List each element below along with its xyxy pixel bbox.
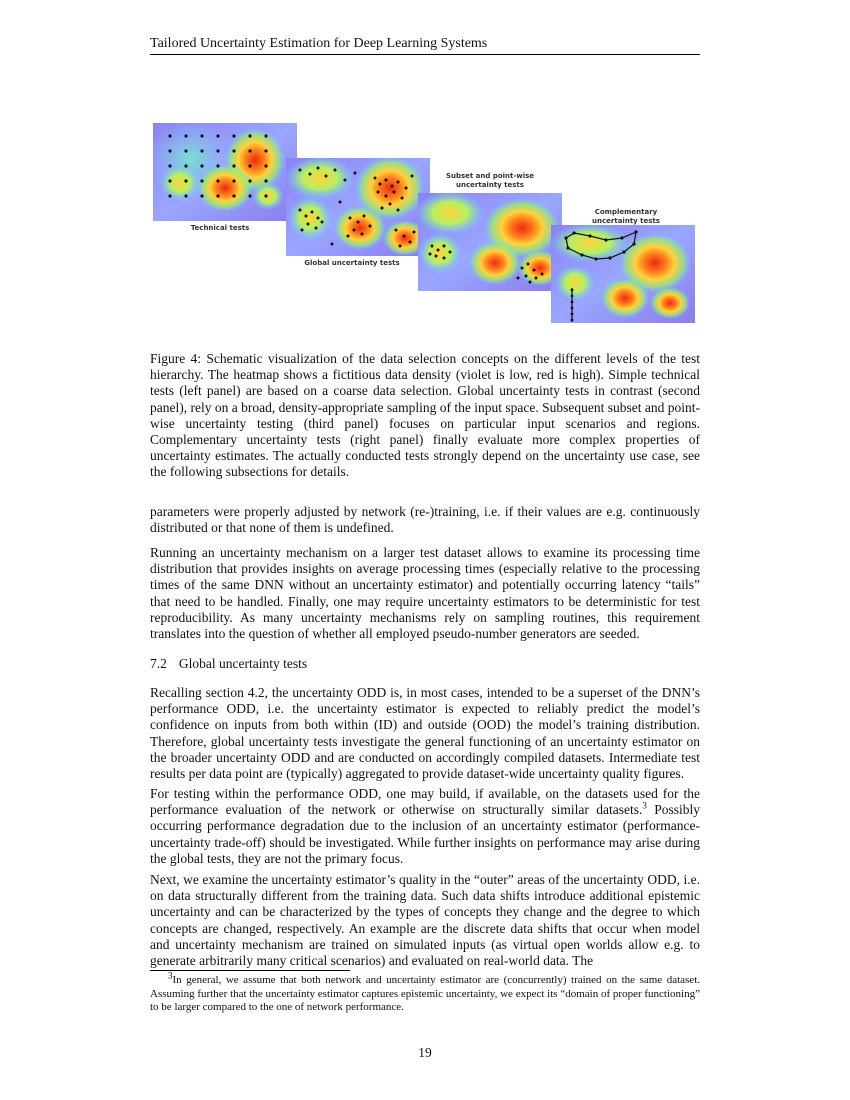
label-subset-line2: uncertainty tests xyxy=(456,181,524,189)
panel-subset xyxy=(415,191,562,291)
footnote-text: In general, we assume that both network and uncertainty estimator are (concurrently) trained on the same dataset. Assuming further that the uncertainty estimator captures epistemic uncertainty, we expect its “domain of proper functioning” to be larger compared to the one of network performance. xyxy=(150,974,700,1014)
figure-4 xyxy=(150,118,710,330)
section-title: Global uncertainty tests xyxy=(178,656,308,671)
running-title: Tailored Uncertainty Estimation for Deep Learning Systems xyxy=(150,36,488,51)
footnote-marker[interactable]: 3 xyxy=(642,800,647,811)
footnote-mark: 3 xyxy=(168,970,173,981)
paragraph-4-start: For testing within the performance ODD, one may build, if available, on the datasets used for the performance evaluation of the network or otherwise on structurally similar datasets. xyxy=(150,786,700,818)
paragraph-4 xyxy=(150,786,700,867)
figure-caption: Figure 4: Schematic visualization of the data selection concepts on the different levels of the test hierarchy. The heatmap shows a fictitious data density (violet is low, red is high). Simple technical tests (left panel) are based on a coarse data selection. Global uncertainty tests in contrast (second panel), rely on a broad, density-appropriate sampling of the input space. Subsequent subset and point-wise uncertainty testing (third panel) focuses on particular input scenarios and regions. Complementary uncertainty tests (right panel) finally evaluate more complex properties of uncertainty estimates. The actually conducted tests strongly depend on the uncertainty use case, see the following subsections for details. xyxy=(150,351,700,480)
panel-technical xyxy=(150,118,297,221)
paragraph-4-end: Possibly occurring performance degradation due to the inclusion of an uncertainty estimator (performance-uncertainty trade-off) should be investigated. While further insights on performance may arise during the global tests, they are not the primary focus. xyxy=(150,802,700,866)
label-global-uncertainty-tests: Global uncertainty tests xyxy=(304,259,400,267)
section-heading xyxy=(150,656,307,672)
label-subset-line1: Subset and point-wise xyxy=(445,172,535,180)
paragraph-5: Next, we examine the uncertainty estimator’s quality in the “outer” areas of the uncertainty ODD, i.e. on data structurally different from the training data. Such data shifts introduce additional epistemic uncertainty and can be characterized by the types of concepts they change and the degree to which concepts are changed, respectively. An example are the discrete data shifts that occur when model and uncertainty mechanism are trained on simulated inputs (as virtual open worlds allow e.g. to generate arbitrarily many critical scenarios) and evaluated on real-world data. The xyxy=(150,872,700,969)
label-technical-tests: Technical tests xyxy=(190,224,250,232)
footnote-rule xyxy=(150,970,350,971)
header-rule xyxy=(150,54,700,55)
paragraph-1: parameters were properly adjusted by network (re-)training, i.e. if their values are e.g. continuously distributed or that none of them is undefined. xyxy=(150,504,700,536)
panel-global xyxy=(285,156,430,256)
label-complementary-line1: Complementary xyxy=(594,208,658,216)
paragraph-3: Recalling section 4.2, the uncertainty ODD is, in most cases, intended to be a superset of the DNN’s performance ODD, i.e. the uncertainty estimator is expected to reliably predict the model’s confidence on inputs from both within (ID) and outside (OOD) the model’s training distribution. Therefore, global uncertainty tests investigate the general functioning of an uncertainty estimator on the broader uncertainty ODD and are conducted on accordingly compiled datasets. Intermediate test results per data point are (typically) aggregated to provide dataset-wide uncertainty quality figures. xyxy=(150,685,700,782)
section-number: 7.2 xyxy=(150,656,167,671)
footnote xyxy=(150,970,700,1015)
label-complementary-line2: uncertainty tests xyxy=(592,217,660,225)
paragraph-2: Running an uncertainty mechanism on a larger test dataset allows to examine its processing time distribution that provides insights on average processing times (especially relative to the processing times of the same DNN without an uncertainty estimator) and potentially occurring latency “tails” that need to be handled. Finally, one may require uncertainty estimators to be deterministic for test reproducibility. As many uncertainty mechanisms rely on sampling routines, this requirement translates into the question of whether all employed pseudo-number generators are seeded. xyxy=(150,545,700,642)
page-number: 19 xyxy=(418,1045,432,1060)
